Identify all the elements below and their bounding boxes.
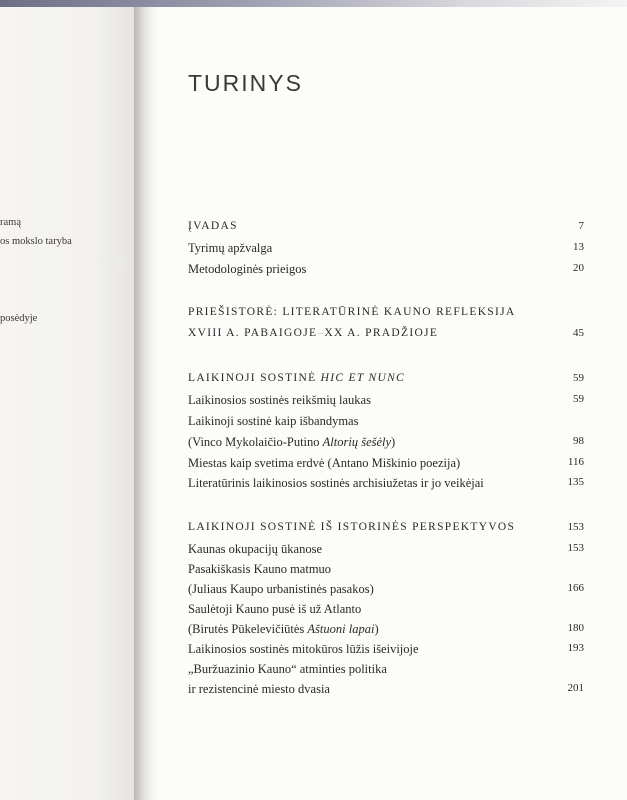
toc-entry-page: 59 [573,372,584,384]
toc-entry-page: 116 [567,456,584,468]
toc-entry-kaip-isbandymas [188,414,584,434]
heading-part-a: LAIKINOJI SOSTINĖ [188,372,321,384]
toc-entry-tyrimu-apzvalga [188,241,584,261]
toc-entry-page: 166 [567,582,584,594]
page-title: TURINYS [188,70,303,96]
toc-entry-label: Laikinosios sostinės reikšmių laukas [188,393,371,407]
toc-heading-label-line2 [188,327,438,339]
toc-entry-label [188,435,395,450]
toc-entry-atminties-politika [188,662,584,682]
toc-entry-page: 20 [573,262,584,274]
heading-dash: – [317,327,325,339]
toc-entry-metodologines-prieigos [188,262,584,282]
toc-entry-label: Miestas kaip svetima erdvė (Antano Miškinio poezija) [188,456,461,470]
toc-entry-svetima-erdve [188,456,584,476]
heading-part-italic: HIC ET NUNC [320,372,406,384]
toc-entry-page: 135 [567,476,584,488]
toc-entry-pasakiskasis-matmuo [188,562,584,582]
toc-entry-label: Kaunas okupacijų ūkanose [188,542,322,556]
toc-entry-label: ĮVADAS [188,220,238,232]
toc-entry-label: Saulėtoji Kauno pusė iš už Atlanto [188,602,362,616]
toc-entry-label: Tyrimų apžvalga [188,241,273,255]
toc-entry-astuoni-lapai [188,622,584,642]
toc-entry-label: Laikinoji sostinė kaip išbandymas [188,414,359,428]
toc-entry-okupaciju-ukanose [188,542,584,562]
heading-part-a: XVIII A. PABAIGOJE [188,327,318,339]
label-part-a: (Birutės Pūkelevičiūtės [188,622,308,636]
toc-entry-ivadas [188,220,584,240]
top-edge-shadow [0,0,627,7]
toc-entry-reiksmiu-laukas [188,393,584,413]
label-part-a: (Vinco Mykolaičio-Putino [188,435,323,449]
toc-entry-label: ir rezistencinė miesto dvasia [188,682,330,696]
toc-entry-rezistencine-dvasia [188,682,584,702]
toc-entry-label: (Juliaus Kaupo urbanistinės pasakos) [188,582,374,596]
toc-entry-page: 7 [578,220,584,232]
toc-heading-label [188,372,405,384]
toc-heading-istorines-perspektyvos [188,521,584,541]
toc-entry-altoriu-seselys [188,435,584,455]
toc-entry-page: 180 [567,622,584,634]
left-page-fragment-2: os mokslo taryba [0,236,72,247]
toc-heading-laikinoji-sostine-hic-et-nunc [188,372,584,392]
toc-heading-label: PRIEŠISTORĖ: LITERATŪRINĖ KAUNO REFLEKSIJA [188,306,516,318]
toc-entry-mitokuros-luzis [188,642,584,662]
toc-heading-priesistore [188,306,584,326]
toc-heading-priesistore-line2 [188,327,584,347]
label-part-italic: Altorių šešėly [322,435,392,449]
toc-entry-page: 153 [567,542,584,554]
toc-entry-label: Literatūrinis laikinosios sostinės archisiužetas ir jo veikėjai [188,476,484,490]
toc-entry-kaupo-pasakos [188,582,584,602]
toc-entry-page: 201 [567,682,584,694]
toc-entry-page: 98 [573,435,584,447]
book-gutter [134,7,158,800]
label-part-c: ) [391,435,396,449]
toc-entry-page: 45 [573,327,584,339]
label-part-italic: Aštuoni lapai [307,622,375,636]
left-page [0,7,134,800]
toc-entry-archisiuzetas [188,476,584,496]
toc-heading-label: LAIKINOJI SOSTINĖ IŠ ISTORINĖS PERSPEKTYVOS [188,521,516,533]
toc-entry-label: Metodologinės prieigos [188,262,307,276]
show-through-smudge [94,253,134,273]
toc-entry-label: Pasakiškasis Kauno matmuo [188,562,332,576]
toc-entry-page: 153 [567,521,584,533]
toc-entry-label: Laikinosios sostinės mitokūros lūžis išeivijoje [188,642,419,656]
label-part-c: ) [374,622,379,636]
heading-part-b: XX A. PRADŽIOJE [324,327,439,339]
left-page-fragment-3: posėdyje [0,313,38,324]
toc-entry-sauletoji-puse [188,602,584,622]
toc-entry-page: 59 [573,393,584,405]
left-page-fragment-1: ramą [0,217,21,228]
toc-entry-page: 13 [573,241,584,253]
toc-entry-label: „Buržuazinio Kauno“ atminties politika [188,662,387,676]
toc-entry-label [188,622,379,637]
toc-entry-page: 193 [567,642,584,654]
